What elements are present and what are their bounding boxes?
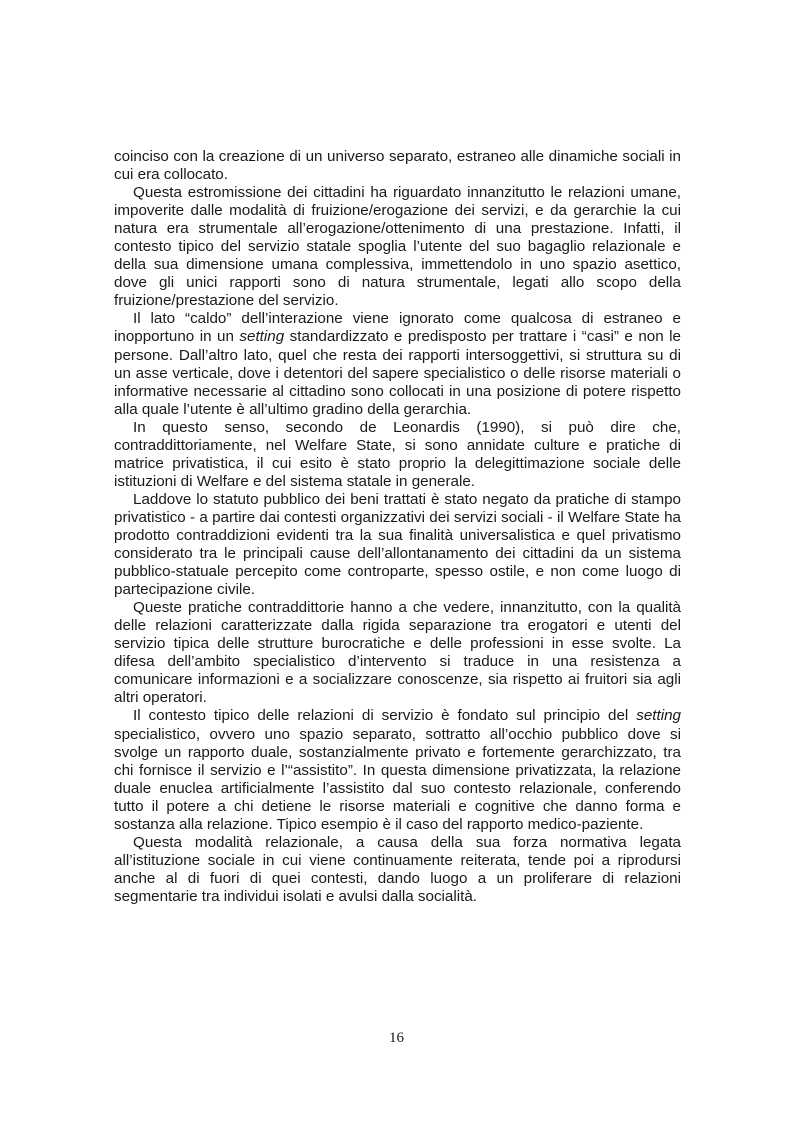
paragraph-text: In questo senso, secondo de Leonardis (1990), si può dire che, contraddittoriamente, nel Welfare State, si sono annidate culture e pratiche di matrice privatistica, il cui esito è stato proprio la delegittimazione sociale delle istituzioni di Welfare e del sistema statale in generale.	[114, 418, 681, 490]
paragraph-text: coinciso con la creazione di un universo separato, estraneo alle dinamiche sociali in cui era collocato.	[114, 148, 681, 184]
paragraph	[114, 491, 681, 599]
paragraph-text: Laddove lo statuto pubblico dei beni trattati è stato negato da pratiche di stampo privatistico - a partire dai contesti organizzativi dei servizi sociali - il Welfare State ha prodotto contraddizioni evidenti tra la sua finalità universalistica e quel privatismo considerato tra le principali cause dell’allontanamento dei cittadini da un sistema pubblico-statuale percepito come controparte, spesso ostile, e non come luogo di partecipazione civile.	[114, 490, 681, 599]
paragraph	[114, 148, 681, 184]
paragraph-text: Questa estromissione dei cittadini ha riguardato innanzitutto le relazioni umane, impoverite dalle modalità di fruizione/erogazione dei servizi, e da gerarchie la cui natura era strumentale all’erogazione/ottenimento di una prestazione. Infatti, il contesto tipico del servizio statale spoglia l’utente del suo bagaglio relazionale e della sua dimensione umana complessiva, immettendolo in uno spazio asettico, dove gli unici rapporti sono di natura strumentale, legati allo scopo della fruizione/prestazione del servizio.	[114, 184, 681, 310]
italic-term: setting	[636, 707, 681, 725]
paragraph	[114, 599, 681, 707]
paragraph-text: Questa modalità relazionale, a causa della sua forza normativa legata all’istituzione sociale in cui viene continuamente reiterata, tende poi a riprodursi anche al di fuori di quei contesti, dando luogo a un proliferare di relazioni segmentarie tra individui isolati e avulsi dalla socialità.	[114, 833, 681, 905]
page-number: 16	[389, 1030, 404, 1046]
body-text	[114, 148, 681, 906]
paragraph	[114, 310, 681, 418]
paragraph	[114, 184, 681, 310]
italic-term: setting	[239, 328, 285, 346]
paragraph-text: specialistico, ovvero uno spazio separato, sottratto all’occhio pubblico dove si svolge un rapporto duale, sostanzialmente privato e fortemente gerarchizzato, tra chi fornisce il servizio e l’“assistito”. In questa dimensione privatizzata, la relazione duale enuclea artificialmente l’assistito dal suo contesto relazionale, conferendo tutto il potere a chi detiene le risorse materiali e cognitive che danno forma e sostanza alla relazione. Tipico esempio è il caso del rapporto medico-paziente.	[114, 725, 681, 833]
paragraph	[114, 834, 681, 906]
paragraph	[114, 707, 681, 833]
paragraph-text: Il contesto tipico delle relazioni di servizio è fondato sul principio del	[133, 707, 637, 725]
paragraph	[114, 419, 681, 491]
paragraph-text: Queste pratiche contraddittorie hanno a che vedere, innanzitutto, con la qualità delle relazioni caratterizzate dalla rigida separazione tra erogatori e utenti del servizio tipica delle strutture burocratiche e delle professioni in esse svolte. La difesa dell’ambito specialistico d’intervento si traduce in una resistenza a comunicare informazioni e a socializzare conoscenze, sia rispetto ai fruitori sia agli altri operatori.	[114, 599, 681, 707]
paragraph-text: standardizzato e predisposto per trattare i “casi” e non le persone. Dall’altro lato, quel che resta dei rapporti intersoggettivi, si struttura su di un asse verticale, dove i detentori del sapere specialistico o delle risorse materiali o informative necessarie al cittadino sono collocati in una posizione di potere rispetto alla quale l’utente è all’ultimo gradino della gerarchia.	[114, 328, 681, 418]
paragraph-text: Il lato “caldo” dell’interazione viene ignorato come qualcosa di estraneo e inopportuno in un	[114, 310, 681, 346]
